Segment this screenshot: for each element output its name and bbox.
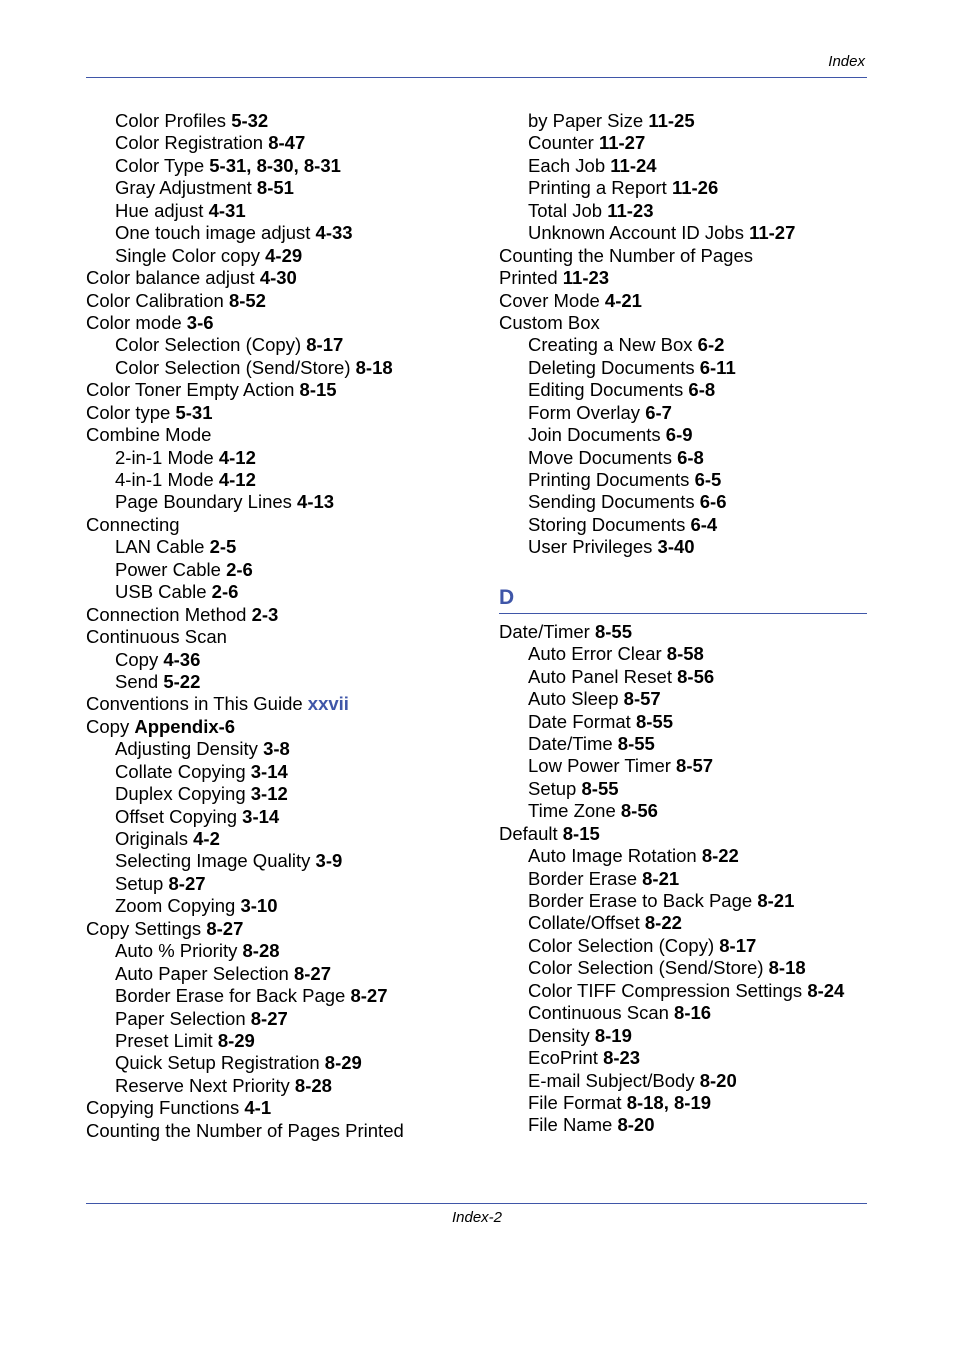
page-reference: 6-8 bbox=[688, 379, 716, 401]
page-reference: 11-25 bbox=[648, 110, 695, 131]
page-reference: 8-23 bbox=[603, 1047, 641, 1069]
index-term: Form Overlay bbox=[528, 401, 641, 423]
page-reference: 5-31 bbox=[175, 401, 213, 423]
index-term: Creating a New Box bbox=[528, 334, 693, 356]
page-reference: 8-22 bbox=[701, 845, 739, 867]
index-term: Auto Panel Reset bbox=[528, 665, 672, 687]
index-subentry bbox=[499, 447, 867, 469]
index-entry bbox=[86, 514, 481, 536]
index-subentry bbox=[86, 469, 481, 491]
page-reference: 8-27 bbox=[168, 872, 206, 894]
index-subentry bbox=[499, 402, 867, 424]
index-subentry bbox=[86, 132, 481, 154]
index-subentry bbox=[86, 649, 481, 671]
page-reference: 6-8 bbox=[677, 446, 704, 468]
index-subentry bbox=[499, 1114, 867, 1136]
index-entry-list-left bbox=[86, 110, 481, 1142]
index-entry bbox=[499, 290, 867, 312]
index-term: Selecting Image Quality bbox=[115, 850, 311, 872]
index-term: Reserve Next Priority bbox=[115, 1074, 290, 1096]
index-term: Color mode bbox=[86, 311, 182, 333]
index-entry bbox=[499, 245, 867, 267]
header-rule bbox=[86, 77, 867, 78]
index-entry bbox=[86, 290, 481, 312]
page-reference: 6-7 bbox=[645, 401, 672, 423]
index-subentry bbox=[499, 536, 867, 558]
index-entry bbox=[86, 1097, 481, 1119]
index-term: Join Documents bbox=[528, 424, 661, 446]
page-reference: 8-27 bbox=[250, 1007, 288, 1029]
index-subentry bbox=[86, 806, 481, 828]
index-subentry bbox=[499, 980, 867, 1002]
page-reference-link[interactable]: xxvii bbox=[307, 693, 349, 715]
index-entry bbox=[86, 267, 481, 289]
index-subentry bbox=[86, 110, 481, 132]
index-term: Color Type bbox=[115, 154, 205, 176]
index-term: Border Erase to Back Page bbox=[528, 890, 753, 911]
index-term: Color TIFF Compression Settings bbox=[528, 979, 803, 1001]
index-subentry bbox=[86, 559, 481, 581]
index-subentry bbox=[499, 755, 867, 777]
page-reference: 8-17 bbox=[306, 334, 344, 356]
page-reference: 8-17 bbox=[719, 934, 757, 956]
page-reference: 8-18, 8-19 bbox=[626, 1091, 712, 1113]
index-subentry bbox=[499, 424, 867, 446]
index-subentry bbox=[86, 357, 481, 379]
index-entry bbox=[86, 693, 481, 715]
page-reference: 6-4 bbox=[690, 513, 718, 535]
index-subentry bbox=[499, 155, 867, 177]
index-subentry bbox=[499, 912, 867, 934]
page-reference: 4-31 bbox=[208, 199, 246, 221]
page-reference: 8-16 bbox=[674, 1002, 712, 1024]
page-reference: 4-36 bbox=[163, 648, 201, 670]
index-subentry bbox=[86, 177, 481, 199]
index-term: Printed bbox=[499, 267, 558, 289]
index-entry-list-right-top bbox=[499, 110, 867, 559]
section-rule bbox=[499, 613, 867, 614]
page-reference: 3-6 bbox=[186, 311, 214, 333]
index-subentry bbox=[499, 222, 867, 244]
page-reference: 6-5 bbox=[694, 469, 722, 490]
page-reference: 8-56 bbox=[677, 665, 715, 687]
index-subentry bbox=[86, 1030, 481, 1052]
index-entry bbox=[86, 424, 481, 446]
index-term: Storing Documents bbox=[528, 513, 686, 535]
index-term: Auto Image Rotation bbox=[528, 845, 697, 867]
page-reference: 4-1 bbox=[244, 1097, 272, 1119]
running-header-title: Index bbox=[828, 53, 865, 70]
index-term: Setup bbox=[528, 777, 577, 799]
index-term: Hue adjust bbox=[115, 199, 204, 221]
index-subentry bbox=[499, 1070, 867, 1092]
page-reference: 8-56 bbox=[620, 800, 658, 822]
index-term: Collate Copying bbox=[115, 760, 246, 782]
index-column-left bbox=[86, 110, 481, 1142]
index-subentry bbox=[499, 1047, 867, 1069]
index-subentry bbox=[86, 738, 481, 760]
page-reference: 5-22 bbox=[163, 670, 201, 692]
index-term: 2-in-1 Mode bbox=[115, 446, 214, 468]
index-term: One touch image adjust bbox=[115, 222, 311, 244]
index-subentry bbox=[86, 850, 481, 872]
index-subentry bbox=[499, 800, 867, 822]
page-reference: 8-21 bbox=[642, 867, 680, 889]
index-subentry bbox=[499, 688, 867, 710]
index-term: Copy bbox=[86, 715, 130, 737]
page-reference: 8-55 bbox=[617, 732, 655, 754]
index-term: Total Job bbox=[528, 199, 603, 221]
page-reference: 4-12 bbox=[218, 446, 256, 468]
page-reference: 3-8 bbox=[263, 738, 290, 760]
index-term: Border Erase for Back Page bbox=[115, 985, 346, 1007]
index-entry bbox=[499, 823, 867, 845]
index-subentry bbox=[499, 1092, 867, 1114]
page-reference: 8-20 bbox=[617, 1114, 655, 1136]
index-term: Date Format bbox=[528, 710, 631, 732]
index-subentry bbox=[499, 868, 867, 890]
index-entry bbox=[86, 379, 481, 401]
page-reference: 8-24 bbox=[807, 979, 845, 1001]
index-subentry bbox=[499, 890, 867, 912]
index-entry bbox=[86, 716, 481, 738]
index-subentry bbox=[499, 643, 867, 665]
page-reference: 8-28 bbox=[242, 940, 280, 962]
index-subentry bbox=[499, 132, 867, 154]
index-subentry bbox=[499, 1025, 867, 1047]
index-term: EcoPrint bbox=[528, 1047, 598, 1069]
index-term: Color Selection (Copy) bbox=[115, 334, 302, 356]
index-subentry bbox=[86, 895, 481, 917]
page-reference: 8-18 bbox=[355, 356, 393, 378]
index-term: E-mail Subject/Body bbox=[528, 1069, 695, 1091]
page-reference: 5-32 bbox=[231, 110, 269, 131]
page-reference: 3-14 bbox=[250, 760, 288, 782]
page-reference: 8-57 bbox=[623, 688, 661, 710]
page-reference: 4-13 bbox=[297, 491, 335, 513]
index-term: Conventions in This Guide bbox=[86, 693, 303, 715]
page-reference: 2-3 bbox=[251, 603, 279, 625]
index-term: Copy Settings bbox=[86, 917, 202, 939]
index-subentry bbox=[86, 536, 481, 558]
index-term: Auto % Priority bbox=[115, 940, 238, 962]
index-subentry bbox=[86, 334, 481, 356]
page-reference: 8-27 bbox=[293, 962, 331, 984]
index-entry bbox=[499, 267, 867, 289]
index-term: Counting the Number of Pages Printed bbox=[86, 1119, 404, 1141]
index-term: Default bbox=[499, 822, 558, 844]
page-reference: 4-21 bbox=[604, 289, 642, 311]
index-term: Quick Setup Registration bbox=[115, 1052, 320, 1074]
index-term: Single Color copy bbox=[115, 244, 260, 266]
index-subentry bbox=[86, 783, 481, 805]
index-entry bbox=[86, 1120, 481, 1142]
page-reference: 8-47 bbox=[268, 132, 306, 154]
index-entry bbox=[499, 621, 867, 643]
index-term: Printing a Report bbox=[528, 177, 667, 199]
page-reference: 11-26 bbox=[671, 177, 719, 199]
index-term: Setup bbox=[115, 872, 164, 894]
index-term: Color Profiles bbox=[115, 110, 227, 131]
index-subentry bbox=[86, 1075, 481, 1097]
page-reference: Appendix-6 bbox=[134, 715, 236, 737]
page-reference: 8-18 bbox=[768, 957, 806, 979]
index-term: 4-in-1 Mode bbox=[115, 469, 214, 490]
index-term: Originals bbox=[115, 828, 188, 849]
index-subentry bbox=[499, 666, 867, 688]
page-reference: 11-23 bbox=[607, 199, 654, 221]
index-term: File Name bbox=[528, 1114, 613, 1136]
index-subentry bbox=[499, 177, 867, 199]
page-reference: 4-30 bbox=[259, 267, 297, 289]
index-subentry bbox=[86, 828, 481, 850]
index-entry bbox=[86, 312, 481, 334]
page-reference: 4-12 bbox=[218, 469, 256, 490]
page-reference: 8-21 bbox=[757, 890, 795, 911]
index-entry bbox=[86, 604, 481, 626]
page-reference: 4-29 bbox=[265, 244, 303, 266]
index-term: Cover Mode bbox=[499, 289, 600, 311]
page-number: Index-2 bbox=[451, 1209, 503, 1226]
index-term: Move Documents bbox=[528, 446, 672, 468]
index-subentry bbox=[499, 200, 867, 222]
index-subentry bbox=[86, 581, 481, 603]
index-subentry bbox=[86, 963, 481, 985]
index-subentry bbox=[86, 447, 481, 469]
page-reference: 3-10 bbox=[240, 895, 278, 917]
page-reference: 8-20 bbox=[699, 1069, 737, 1091]
index-term: Color Calibration bbox=[86, 289, 224, 311]
index-term: Copying Functions bbox=[86, 1097, 240, 1119]
index-entry bbox=[86, 918, 481, 940]
index-subentry bbox=[86, 985, 481, 1007]
page-reference: 6-6 bbox=[699, 491, 727, 513]
index-term: Density bbox=[528, 1024, 590, 1046]
index-entry bbox=[86, 626, 481, 648]
page-reference: 11-23 bbox=[562, 267, 610, 289]
index-term: Connection Method bbox=[86, 603, 247, 625]
index-term: Counter bbox=[528, 132, 594, 154]
index-term: Border Erase bbox=[528, 867, 637, 889]
index-term: Paper Selection bbox=[115, 1007, 246, 1029]
index-term: Printing Documents bbox=[528, 469, 690, 490]
index-subentry bbox=[499, 379, 867, 401]
index-term: Date/Timer bbox=[499, 620, 590, 642]
page-reference: 5-31, 8-30, 8-31 bbox=[209, 154, 341, 176]
index-subentry bbox=[499, 469, 867, 491]
index-term: Color balance adjust bbox=[86, 267, 255, 289]
index-term: Time Zone bbox=[528, 800, 616, 822]
index-subentry bbox=[86, 1052, 481, 1074]
index-term: Combine Mode bbox=[86, 424, 212, 446]
index-term: Continuous Scan bbox=[86, 626, 227, 648]
page-reference: 8-55 bbox=[635, 710, 673, 732]
page-reference: 11-27 bbox=[598, 132, 646, 154]
index-term: Each Job bbox=[528, 154, 606, 176]
page-reference: 3-14 bbox=[242, 805, 280, 827]
index-term: Color Toner Empty Action bbox=[86, 379, 295, 401]
index-entry bbox=[86, 402, 481, 424]
index-term: Preset Limit bbox=[115, 1029, 213, 1051]
page-reference: 3-9 bbox=[315, 850, 343, 872]
index-term: Auto Error Clear bbox=[528, 643, 662, 665]
index-term: Custom Box bbox=[499, 311, 600, 333]
index-subentry bbox=[86, 222, 481, 244]
index-subentry bbox=[86, 491, 481, 513]
index-term: Date/Time bbox=[528, 732, 613, 754]
page-reference: 8-22 bbox=[644, 912, 682, 934]
index-entry bbox=[499, 312, 867, 334]
page-reference: 6-11 bbox=[699, 356, 736, 378]
index-term: Zoom Copying bbox=[115, 895, 236, 917]
index-term: Power Cable bbox=[115, 558, 221, 580]
index-subentry bbox=[499, 778, 867, 800]
page-reference: 4-33 bbox=[315, 222, 353, 244]
page-reference: 6-2 bbox=[697, 334, 725, 356]
index-term: Low Power Timer bbox=[528, 755, 671, 777]
index-subentry bbox=[499, 733, 867, 755]
page-reference: 4-2 bbox=[193, 828, 220, 849]
index-term: Copy bbox=[115, 648, 159, 670]
page-reference: 11-24 bbox=[610, 154, 657, 176]
footer-rule bbox=[86, 1203, 867, 1204]
page-reference: 8-28 bbox=[294, 1074, 332, 1096]
index-subentry bbox=[499, 491, 867, 513]
index-term: Counting the Number of Pages bbox=[499, 244, 754, 266]
index-term: Continuous Scan bbox=[528, 1002, 669, 1024]
page-reference: 8-58 bbox=[666, 643, 704, 665]
index-subentry bbox=[499, 845, 867, 867]
index-subentry bbox=[86, 761, 481, 783]
index-term: Color Registration bbox=[115, 132, 264, 154]
page-reference: 2-6 bbox=[226, 558, 253, 580]
section-heading-d bbox=[499, 585, 867, 614]
index-subentry bbox=[499, 957, 867, 979]
index-subentry bbox=[499, 935, 867, 957]
index-subentry bbox=[86, 873, 481, 895]
index-term: Editing Documents bbox=[528, 379, 684, 401]
page-reference: 6-9 bbox=[665, 424, 693, 446]
page-reference: 8-52 bbox=[228, 289, 266, 311]
page-reference: 8-51 bbox=[256, 177, 294, 199]
index-term: Color type bbox=[86, 401, 171, 423]
index-term: Offset Copying bbox=[115, 805, 238, 827]
page-reference: 8-27 bbox=[350, 985, 388, 1007]
page-reference: 8-29 bbox=[217, 1029, 255, 1051]
index-term: User Privileges bbox=[528, 536, 653, 558]
index-term: Color Selection (Copy) bbox=[528, 934, 715, 956]
page-reference: 8-55 bbox=[594, 620, 632, 642]
index-entry-list-section-d bbox=[499, 621, 867, 1137]
index-subentry bbox=[86, 1008, 481, 1030]
index-term: Duplex Copying bbox=[115, 783, 246, 805]
page-reference: 8-27 bbox=[206, 917, 244, 939]
index-term: Auto Paper Selection bbox=[115, 962, 289, 984]
section-letter: D bbox=[499, 585, 515, 609]
index-column-right bbox=[499, 110, 867, 1137]
page-reference: 3-12 bbox=[250, 783, 288, 805]
index-subentry bbox=[499, 514, 867, 536]
page-reference: 8-15 bbox=[562, 822, 600, 844]
page-reference: 2-5 bbox=[209, 536, 237, 558]
index-subentry bbox=[499, 711, 867, 733]
index-subentry bbox=[499, 357, 867, 379]
index-term: Sending Documents bbox=[528, 491, 695, 513]
index-term: Collate/Offset bbox=[528, 912, 640, 934]
index-subentry bbox=[86, 245, 481, 267]
page-reference: 3-40 bbox=[657, 536, 695, 558]
index-subentry bbox=[499, 1002, 867, 1024]
index-subentry bbox=[86, 671, 481, 693]
index-term: Deleting Documents bbox=[528, 356, 695, 378]
index-term: LAN Cable bbox=[115, 536, 205, 558]
index-term: by Paper Size bbox=[528, 110, 644, 131]
index-subentry bbox=[86, 200, 481, 222]
index-term: Send bbox=[115, 670, 159, 692]
page-reference: 8-57 bbox=[676, 755, 714, 777]
page-reference: 8-29 bbox=[324, 1052, 362, 1074]
index-term: Gray Adjustment bbox=[115, 177, 252, 199]
index-subentry bbox=[499, 334, 867, 356]
page-reference: 8-15 bbox=[299, 379, 337, 401]
index-term: Connecting bbox=[86, 513, 180, 535]
page-reference: 8-55 bbox=[581, 777, 619, 799]
index-term: Auto Sleep bbox=[528, 688, 619, 710]
index-term: Color Selection (Send/Store) bbox=[528, 957, 764, 979]
index-subentry bbox=[86, 155, 481, 177]
index-subentry bbox=[499, 110, 867, 132]
page-reference: 2-6 bbox=[211, 581, 239, 603]
page-reference: 8-19 bbox=[594, 1024, 632, 1046]
index-term: File Format bbox=[528, 1091, 622, 1113]
index-subentry bbox=[86, 940, 481, 962]
index-term: Color Selection (Send/Store) bbox=[115, 356, 351, 378]
index-term: USB Cable bbox=[115, 581, 207, 603]
index-term: Page Boundary Lines bbox=[115, 491, 292, 513]
index-term: Adjusting Density bbox=[115, 738, 258, 760]
page-reference: 11-27 bbox=[749, 222, 796, 244]
index-term: Unknown Account ID Jobs bbox=[528, 222, 744, 244]
